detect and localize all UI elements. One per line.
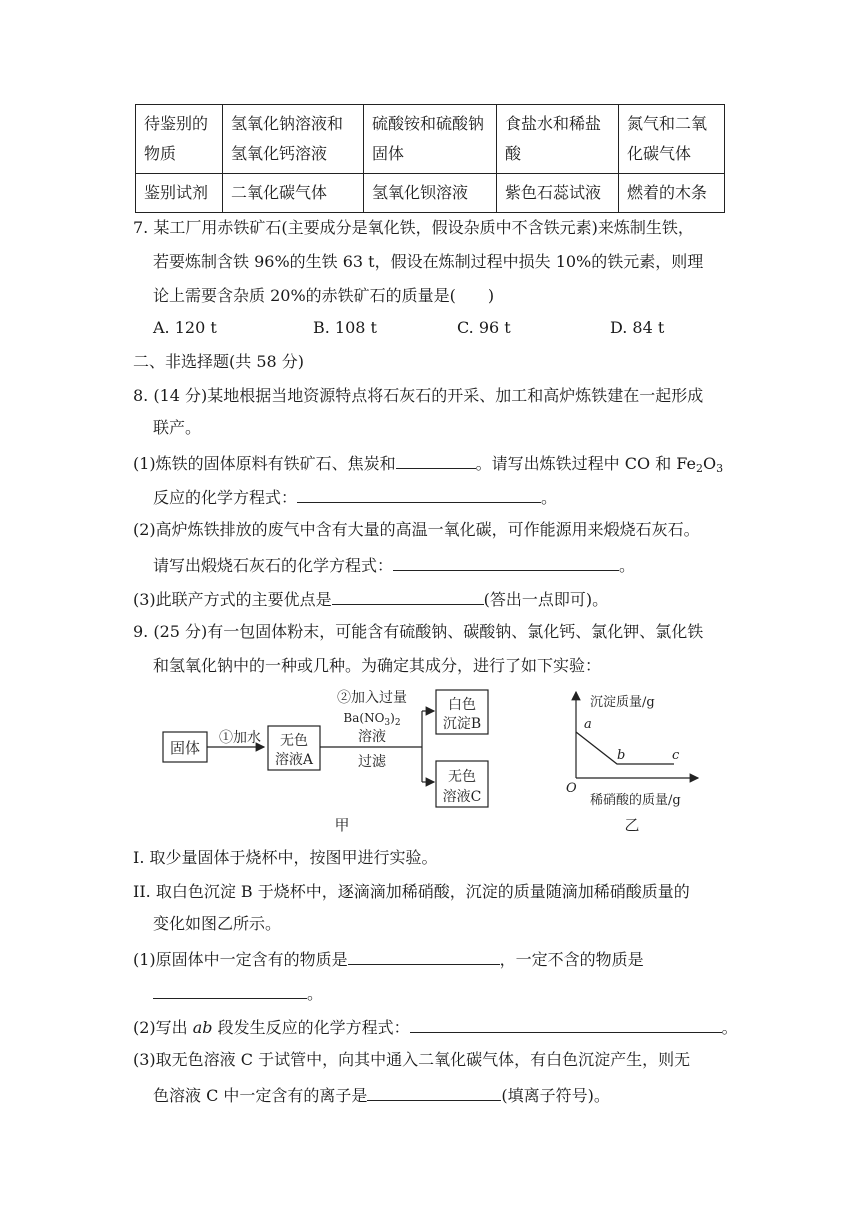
q8-part2-line2 [153, 554, 635, 576]
q8-part1-text3: 反应的化学方程式： [153, 488, 298, 507]
subscript: 2 [696, 462, 703, 475]
q9-part1-line2 [153, 982, 323, 1004]
q8-part1-line2 [153, 486, 557, 508]
answer-blank[interactable] [393, 554, 619, 571]
precipitate-graph [560, 686, 710, 836]
q8-part3-end: (答出一点即可)。 [483, 590, 609, 609]
x-axis-label: 稀硝酸的质量/g [590, 793, 681, 808]
precipitate-b-label1: 白色 [448, 697, 476, 713]
q8-part2-text: 请写出煅烧石灰石的化学方程式： [153, 556, 394, 575]
answer-blank[interactable] [153, 982, 307, 999]
q9-part1-text: (1)原固体中一定含有的物质是 [133, 950, 348, 969]
q9-step-ii-line1: II. 取白色沉淀 B 于烧杯中，逐滴滴加稀硝酸，沉淀的质量随滴加稀硝酸质量的 [133, 882, 690, 901]
q9-line2: 和氢氧化钠中的一种或几种。为确定其成分，进行了如下实验： [153, 656, 602, 675]
answer-blank[interactable] [367, 1084, 501, 1101]
table-cell: 硫酸铵和硫酸钠固体 [364, 105, 497, 174]
q8-part1-end: 。 [541, 488, 558, 507]
formula-o: O [703, 454, 717, 473]
q7-line3: 论上需要含杂质 20%的赤铁矿石的质量是( ) [153, 286, 495, 305]
table-row [136, 174, 725, 213]
table-cell: 鉴别试剂 [136, 174, 223, 213]
q9-part1-line1 [133, 948, 644, 970]
q8-part3 [133, 588, 608, 610]
solid-label: 固体 [169, 739, 201, 757]
q8-part1-text: (1)炼铁的固体原料有铁矿石、焦炭和 [133, 454, 396, 473]
table-cell: 待鉴别的物质 [136, 105, 223, 174]
q8-part2-line1: (2)高炉炼铁排放的废气中含有大量的高温一氧化碳，可作能源用来煅烧石灰石。 [133, 520, 700, 539]
table-cell: 氢氧化钡溶液 [364, 174, 497, 213]
q9-line1: 9. (25 分)有一包固体粉末，可能含有硫酸钠、碳酸钠、氯化钙、氯化钾、氯化铁 [133, 622, 704, 641]
point-a-label: a [584, 717, 592, 732]
table-cell: 紫色石蕊试液 [497, 174, 619, 213]
figure-caption-jia: 甲 [334, 816, 350, 834]
q8-part1-line1 [133, 452, 723, 479]
q9-part3-end: (填离子符号)。 [501, 1086, 610, 1105]
q7-option-c: C. 96 t [457, 318, 511, 337]
solution-a-label1: 无色 [280, 733, 308, 749]
q7-line2: 若要炼制含铁 96%的生铁 63 t，假设在炼制过程中损失 10%的铁元素，则理 [153, 252, 704, 271]
step2-label3: 溶液 [358, 729, 386, 745]
identification-table [135, 104, 725, 213]
q8-part1-text2: 。请写出炼铁过程中 CO 和 Fe [475, 454, 696, 473]
table-row [136, 105, 725, 174]
point-b-label: b [617, 748, 626, 763]
q8-part2-end: 。 [619, 556, 636, 575]
solution-c-label1: 无色 [448, 769, 476, 785]
section-heading: 二、非选择题(共 58 分) [133, 352, 305, 371]
solution-c-label2: 溶液C [442, 789, 482, 805]
table-cell: 二氧化碳气体 [223, 174, 364, 213]
q8-line2: 联产。 [153, 418, 202, 437]
origin-label: O [566, 781, 577, 796]
answer-blank[interactable] [410, 1016, 722, 1033]
q8-part3-text: (3)此联产方式的主要优点是 [133, 590, 332, 609]
q7-option-b: B. 108 t [313, 318, 377, 337]
answer-blank[interactable] [348, 948, 500, 965]
q9-part3-line2 [153, 1084, 610, 1106]
q9-step-ii-line2: 变化如图乙所示。 [153, 914, 282, 933]
step1-label: ①加水 [219, 730, 261, 746]
figure-caption-yi: 乙 [624, 816, 640, 834]
answer-blank[interactable] [396, 452, 476, 469]
q7-option-a: A. 120 t [153, 318, 217, 337]
precipitate-b-label2: 沉淀B [442, 716, 482, 732]
q9-part1-end: 。 [307, 984, 324, 1003]
q9-step-i: I. 取少量固体于烧杯中，按图甲进行实验。 [133, 848, 438, 867]
step2-label2: $Ba(NO_3)_2$ [343, 711, 401, 728]
q7-line1: 7. 某工厂用赤铁矿石(主要成分是氧化铁，假设杂质中不含铁元素)来炼制生铁， [133, 218, 694, 237]
y-axis-label: 沉淀质量/g [590, 695, 655, 710]
step2-label4: 过滤 [358, 754, 386, 770]
table-cell: 氢氧化钠溶液和氢氧化钙溶液 [223, 105, 364, 174]
table-cell: 食盐水和稀盐酸 [497, 105, 619, 174]
answer-blank[interactable] [332, 588, 484, 605]
q9-part2-text: (2)写出 [133, 1018, 193, 1037]
table-cell: 燃着的木条 [619, 174, 725, 213]
q9-part2 [133, 1016, 738, 1038]
q7-option-d: D. 84 t [610, 318, 665, 337]
solution-a-label2: 溶液A [274, 752, 314, 768]
answer-blank[interactable] [297, 486, 541, 503]
q9-part1-text2: ，一定不含的物质是 [499, 950, 644, 969]
table-cell: 氮气和二氧化碳气体 [619, 105, 725, 174]
subscript: 3 [716, 462, 724, 475]
step2-label1: ②加入过量 [337, 690, 407, 706]
flow-diagram [150, 686, 510, 834]
segment-ab: ab [192, 1018, 213, 1037]
q9-part3-text: 色溶液 C 中一定含有的离子是 [153, 1086, 368, 1105]
point-c-label: c [672, 748, 680, 763]
q9-part2-end: 。 [721, 1018, 738, 1037]
q8-line1: 8. (14 分)某地根据当地资源特点将石灰石的开采、加工和高炉炼铁建在一起形成 [133, 386, 704, 405]
q9-part2-text2: 段发生反应的化学方程式： [212, 1018, 410, 1037]
q9-part3-line1: (3)取无色溶液 C 于试管中，向其中通入二氧化碳气体，有白色沉淀产生，则无 [133, 1050, 691, 1069]
